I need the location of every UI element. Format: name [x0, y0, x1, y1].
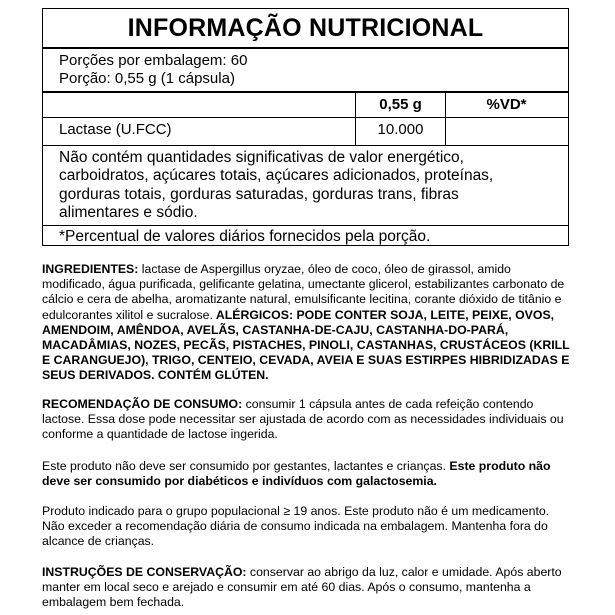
ingredients-label: INGREDIENTES: [42, 262, 139, 276]
ingredients-text: lactase de Aspergillus oryzae, óleo de coco, óleo de girassol, amido modificado, água purificada, gelificante gelatina, umectante glicerol, estabilizantes carbonato de cálcio e cera de abelha, aromatizante natural, emulsificante lecitina, corante dióxido de titânio e edulcorantes xilitol e sucralose. [42, 262, 565, 322]
title-divider [43, 47, 568, 49]
indication-text: Produto indicado para o grupo populacional ≥ 19 anos. Este produto não é um medicamento. Não exceder a recomendação diária de consumo indicada na embalagem. Mantenha fora do alcance de crianças. [42, 504, 550, 549]
warning-bold-text: Este produto não deve ser consumido por diabéticos e indivíduos com galactosemia. [42, 459, 551, 489]
warning-text: Este produto não deve ser consumido por gestantes, lactantes e crianças. [42, 459, 446, 473]
storage-label: INSTRUÇÕES DE CONSERVAÇÃO: [42, 565, 247, 579]
serving-size: Porção: 0,55 g (1 cápsula) [59, 70, 235, 87]
recommendation-paragraph [42, 397, 572, 443]
nutrient-amount: 10.000 [377, 121, 424, 138]
footnote-divider [43, 225, 568, 226]
recommendation-label: RECOMENDAÇÃO DE CONSUMO: [42, 397, 243, 411]
nutrient-name: Lactase (U.FCC) [59, 121, 172, 138]
storage-paragraph [42, 565, 572, 611]
storage-text: conservar ao abrigo da luz, calor e umidade. Após aberto manter em local seco e arejado e consumir em até 60 dias. Após o consumo, mantenha a embalagem bem fechada. [42, 565, 562, 610]
amount-column-header: 0,55 g [379, 96, 422, 113]
allergens-text: ALÉRGICOS: PODE CONTER SOJA, LEITE, PEIXE, OVOS, AMENDOIM, AMÊNDOA, AVELÃS, CASTANHA-DE-CAJU, CASTANHA-DO-PARÁ, MACADÂMIAS, NOZES, PECÃS, PISTACHES, PINOLI, CASTANHAS, CRUSTÁCEOS (KRILL E CARANGUEJO), TRIGO, CENTEIO, CEVADA, AVEIA E SUAS ESTIRPES HIBRIDIZADAS E SEUS DERIVADOS. CONTÉM GLÚTEN. [42, 307, 570, 383]
nutrition-facts-panel [42, 8, 569, 246]
not-significant-note [59, 149, 559, 222]
footnote: *Percentual de valores diários fornecidos pela porção. [59, 228, 431, 245]
row-divider [43, 117, 568, 118]
note-line: alimentares e sódio. [59, 203, 198, 221]
note-line: carboidratos, açúcares totais, açúcares adicionados, proteínas, [59, 167, 494, 185]
recommendation-text: consumir 1 cápsula antes de cada refeição contendo lactose. Essa dose pode necessitar ser ajustada de acordo com as necessidades individuais ou conforme a quantidade de lactose ingerida. [42, 397, 564, 442]
ingredients-paragraph [42, 262, 572, 384]
column-divider-amount [355, 92, 356, 146]
warning-paragraph [42, 459, 572, 489]
indication-paragraph [42, 504, 572, 550]
note-line: Não contém quantidades significativas de valor energético, [59, 149, 464, 166]
note-line: gorduras totais, gorduras saturadas, gorduras trans, fibras [59, 185, 459, 203]
servings-per-package: Porções por embalagem: 60 [59, 52, 248, 69]
panel-title: INFORMAÇÃO NUTRICIONAL [127, 14, 484, 42]
header-divider [43, 91, 568, 93]
vd-column-header: %VD* [486, 96, 527, 113]
column-divider-vd [445, 92, 446, 146]
row-divider [43, 145, 568, 146]
